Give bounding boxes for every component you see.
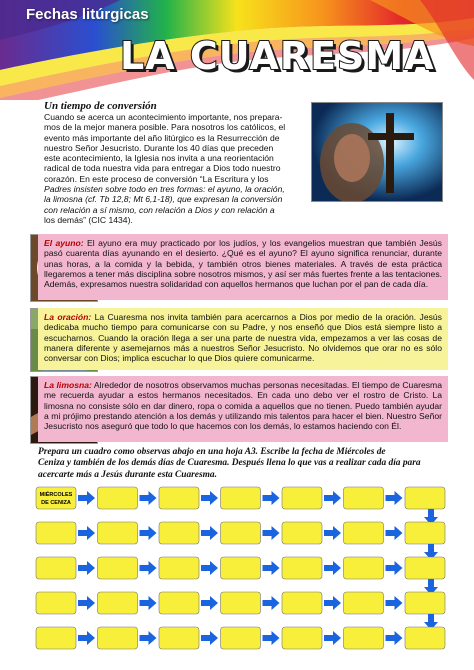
arrow-right-icon <box>386 631 403 645</box>
arrow-right-icon <box>386 491 403 505</box>
intro-heading: Un tiempo de conversión <box>44 100 157 112</box>
day-box <box>405 487 445 509</box>
arrow-right-icon <box>263 526 280 540</box>
almsgiving-title: La limosna: <box>44 380 92 390</box>
day-box <box>159 627 199 649</box>
arrow-right-icon <box>324 561 341 575</box>
day-box <box>98 592 138 614</box>
intro-line: los demás” (CIC 1434). <box>44 214 133 225</box>
arrow-right-icon <box>78 631 95 645</box>
task-line: Ceniza y también de los demás días de Cuaresma. Después llena lo que vas a realizar cada día para <box>38 458 421 469</box>
day-box <box>98 557 138 579</box>
page-title: LA CUARESMA <box>120 34 435 78</box>
arrow-right-icon <box>324 631 341 645</box>
day-box <box>344 522 384 544</box>
lent-calendar-flowchart <box>30 483 460 663</box>
arrow-right-icon <box>78 526 95 540</box>
day-box <box>159 522 199 544</box>
prayer-title: La oración: <box>44 312 92 322</box>
fasting-title: El ayuno: <box>44 238 84 248</box>
almsgiving-text: Alrededor de nosotros observamos muchas personas necesitadas. El tiempo de Cuaresma me recuerda ayudar a estos hermanos necesitados. En cada uno debo ver el rostro de Cristo. La limosna no consiste sólo en dar dinero, ropa o comida a aquellos que no tienen. Puedo también ayudar a mi prójimo prestando atención a los demás y utilizando mis talentos para hacer el bien. Nuestro Señor Jesucristo nos aseguró que todo lo que hacemos con los demás, lo estamos haciendo con Él. <box>44 380 442 432</box>
intro-line: Padres insisten sobre todo en tres formas: el ayuno, la oración, <box>44 184 285 195</box>
first-day-label-line2: DE CENIZA <box>41 500 71 506</box>
day-box <box>98 487 138 509</box>
task-instructions <box>38 447 458 481</box>
day-box <box>344 592 384 614</box>
intro-line: evento más importante del año litúrgico es la Resurrección de <box>44 132 280 143</box>
day-box <box>98 627 138 649</box>
day-box <box>282 557 322 579</box>
arrow-right-icon <box>78 561 95 575</box>
arrow-right-icon <box>324 596 341 610</box>
arrow-right-icon <box>263 561 280 575</box>
arrow-right-icon <box>201 631 218 645</box>
day-box <box>405 557 445 579</box>
arrow-right-icon <box>140 491 157 505</box>
intro-line: corazón. En este proceso de conversión “La Escritura y los <box>44 173 269 184</box>
first-day-label-line1: MIÉRCOLES <box>39 492 73 498</box>
prayer-text: La Cuaresma nos invita también para acercarnos a Dios por medio de la oración. Jesús dedicaba mucho tiempo para comunicarse con su Padre, y nos enseñó que Dios está siempre listo a escucharnos. Cuando la oración llega a ser una parte de nuestra vida, empezamos a ver las cosas de manera diferente y asemejarnos más a nuestros Señor Jesucristo. No olvidemos que orar no es sólo conversar con Dios; implica escuchar lo que Dios quiere comunicarme. <box>44 312 442 364</box>
intro-line: radical de toda nuestra vida para entregar a Dios todo nuestro <box>44 163 281 174</box>
day-box <box>282 487 322 509</box>
intro-line: la limosna (cf. Tb 12,8; Mt 6,1-18), que expresan la conversión <box>44 194 283 205</box>
arrow-right-icon <box>324 491 341 505</box>
intro-line: mos de la mejor manera posible. Para nosotros los católicos, el <box>44 122 286 133</box>
arrow-right-icon <box>201 491 218 505</box>
day-box <box>36 522 76 544</box>
day-box <box>36 557 76 579</box>
day-box <box>344 487 384 509</box>
task-line: acercarte más a Jesús durante esta Cuaresma. <box>38 469 217 480</box>
day-box <box>405 592 445 614</box>
intro-line: Cuando se acerca un acontecimiento importante, nos prepara- <box>44 112 283 122</box>
day-box <box>221 592 261 614</box>
day-box <box>344 557 384 579</box>
arrow-right-icon <box>386 561 403 575</box>
day-box <box>98 522 138 544</box>
day-box <box>221 557 261 579</box>
intro-line: nuestro Señor Jesucristo. Durante los 40 días que preceden <box>44 142 274 153</box>
prayer-box <box>38 308 448 370</box>
jesus-cross-photo <box>311 102 443 202</box>
day-box <box>405 627 445 649</box>
arrow-right-icon <box>140 596 157 610</box>
arrow-right-icon <box>78 491 95 505</box>
arrow-right-icon <box>78 596 95 610</box>
day-box <box>221 487 261 509</box>
day-box <box>282 627 322 649</box>
arrow-right-icon <box>140 561 157 575</box>
day-box <box>159 487 199 509</box>
arrow-right-icon <box>140 526 157 540</box>
arrow-right-icon <box>140 631 157 645</box>
day-box <box>405 522 445 544</box>
fasting-box <box>38 234 448 300</box>
fasting-text: El ayuno era muy practicado por los judíos, y los evangelios muestran que también Jesús pasó cuarenta días ayunando en el desierto. ¿Qué es el ayuno? El ayuno significa renunciar, durante unas horas, a la comida y la bebida, y también otros bienes materiales. A través de esta práctica llegaremos a tener más disciplina sobre nosotros mismos, y así ser más fuertes frente a las tentaciones. Además, expresamos nuestra solidaridad con aquellos hermanos que luchan por el pan de cada día. <box>44 238 442 290</box>
arrow-right-icon <box>263 596 280 610</box>
task-line: Prepara un cuadro como observas abajo en una hoja A3. Escribe la fecha de Miércoles de <box>38 447 386 457</box>
day-box <box>36 592 76 614</box>
day-box <box>221 522 261 544</box>
arrow-right-icon <box>263 491 280 505</box>
arrow-right-icon <box>201 596 218 610</box>
section-label: Fechas litúrgicas <box>26 6 149 23</box>
intro-line: este acontecimiento, la Iglesia nos invita a una reorientación <box>44 153 274 164</box>
almsgiving-box <box>38 376 448 442</box>
arrow-right-icon <box>324 526 341 540</box>
arrow-right-icon <box>201 526 218 540</box>
arrow-right-icon <box>201 561 218 575</box>
day-box <box>344 627 384 649</box>
arrow-right-icon <box>386 526 403 540</box>
arrow-right-icon <box>263 631 280 645</box>
intro-paragraph <box>44 112 302 225</box>
day-box <box>36 627 76 649</box>
day-box <box>282 592 322 614</box>
day-box <box>159 592 199 614</box>
day-box <box>221 627 261 649</box>
arrow-right-icon <box>386 596 403 610</box>
intro-line: con relación a sí mismo, con relación a Dios y con relación a <box>44 204 275 215</box>
day-box <box>159 557 199 579</box>
day-box <box>282 522 322 544</box>
